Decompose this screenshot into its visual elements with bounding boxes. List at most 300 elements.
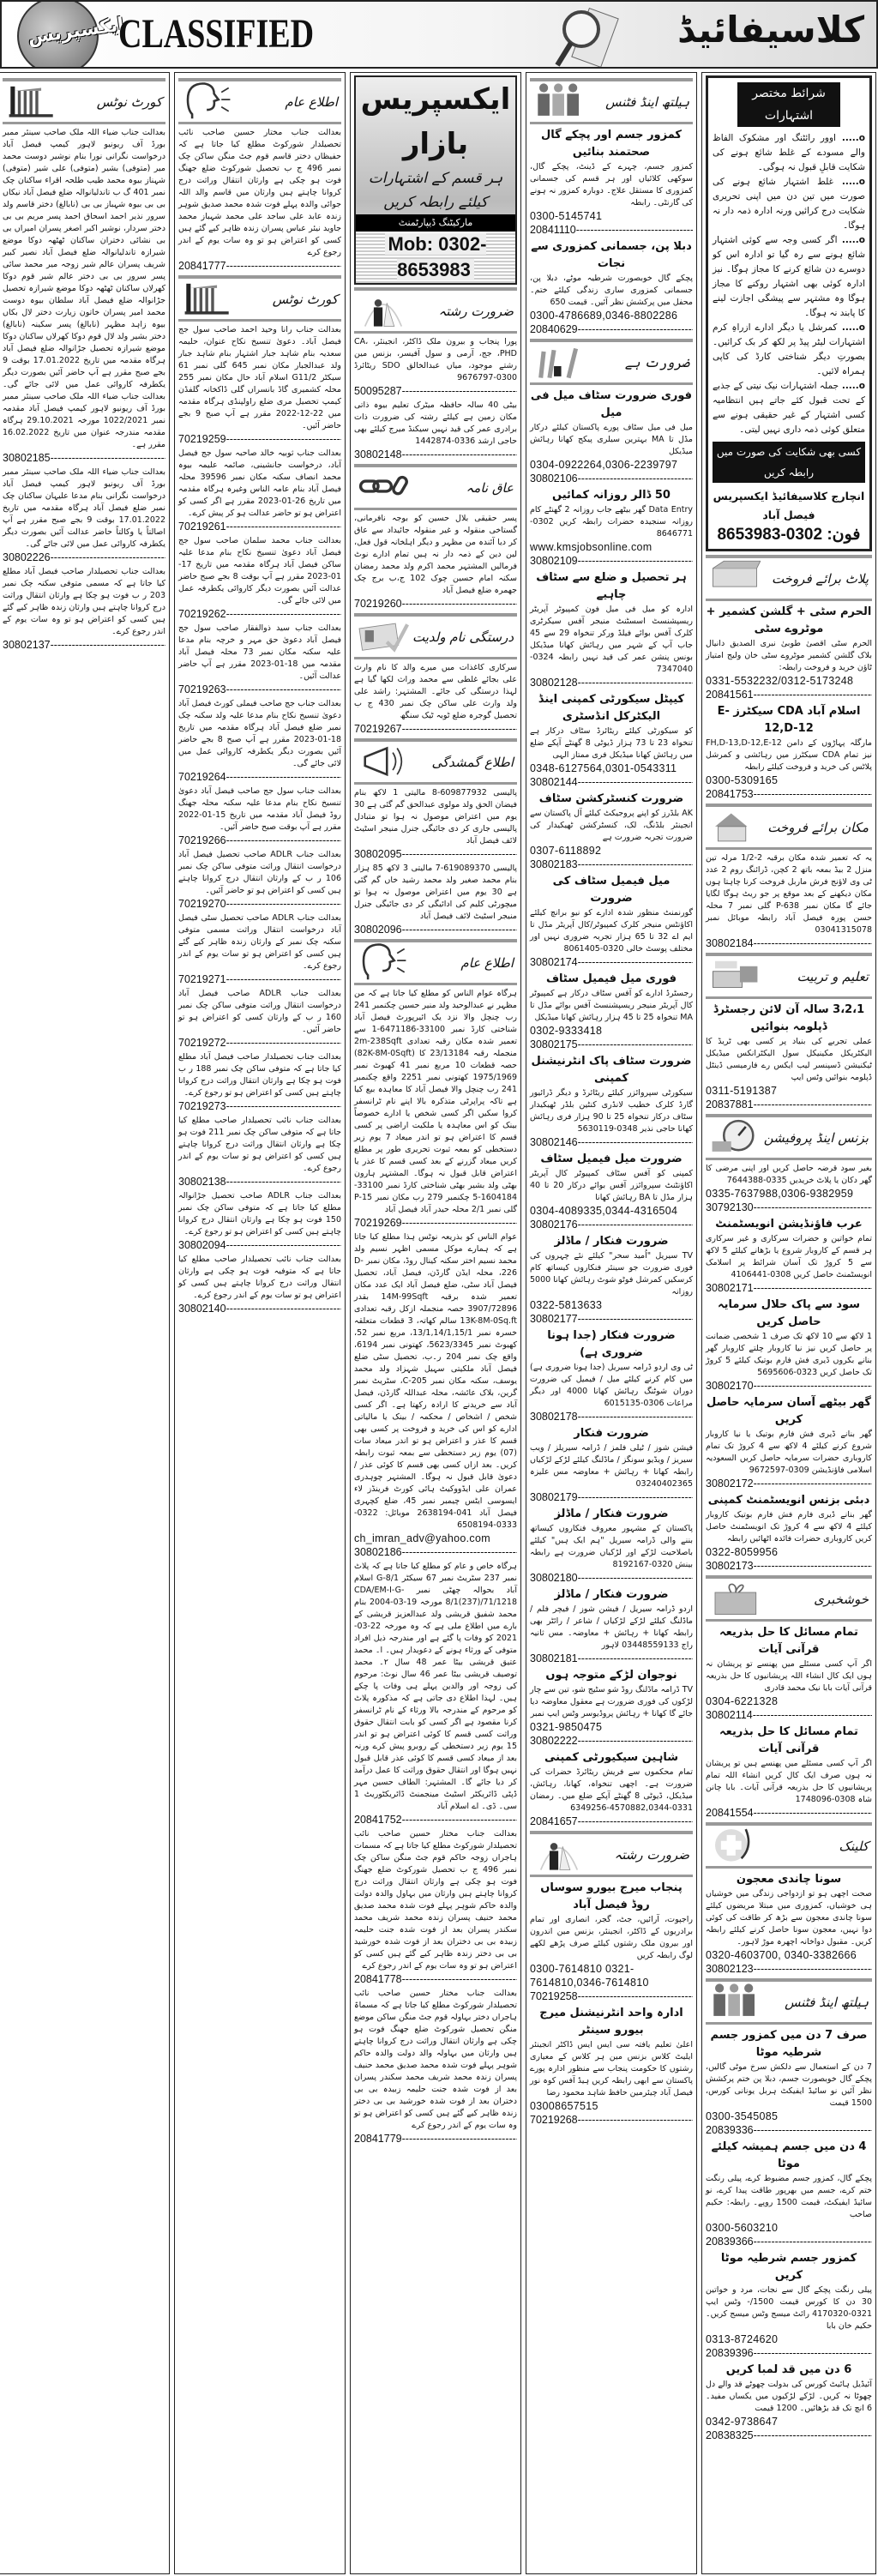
section-header (706, 1114, 872, 1160)
ad-body: صحت اچھی ہو تو ازدواجی زندگی میں خوشیاں ہی خوشیاں، کمزوری میں مبتلا مریضوں کیلئے سونا چاندی معجون سے بڑھ کر طاقت کی کوئی دوا نہیں، معجون سونا حاصل کرنے کیلئے رابطہ کریں۔ مقبول دواخانہ اچھرہ موڑ لاہور۔ (706, 1889, 872, 1947)
ad-body: بعدالت جناب نائب تحصیلدار صاحب مطلع کیا جاتا ہے کہ متوفیہ فوت ہو چکی ہے وارثان انتقال وراثت درج کروانا چاہتے ہیں کسی کو اعتراض ہو تو سات یوم کے اندر رجوع کرے۔ (178, 1255, 341, 1300)
ad-body: بعدالت جناب تحصیلدار صاحب فیصل آباد مطلع کیا جاتا ہے کہ مسمی متوفی سکنہ چک نمبر 203 ر ب فوت ہو چکا ہے وارثان انتقال وراثت درج کروانا چاہتے ہیں وارثان زندہ ظاہر کیے گئے ہیں کسی کو اعتراض ہو تو وہ سات یوم کے اندر رجوع کرے۔ (3, 567, 165, 636)
incharge-label: انچارج کلاسیفائیڈ ایکسپریس فیصل آباد (713, 490, 865, 521)
section-header (706, 1822, 872, 1869)
classified-ad (706, 1163, 872, 1214)
incharge-phone: فون: 0302-8653983 (717, 526, 861, 544)
classified-ad (706, 1002, 872, 1111)
ad-reference-code: 20841753 ----- (706, 787, 872, 801)
ad-reference-code: 30802148 ----- (354, 448, 517, 461)
ad-reference-code: 70219269 ----- (354, 1216, 517, 1230)
logo-text: ایکسپریس (26, 14, 126, 49)
ad-phone: 0300-3545085 (706, 2110, 779, 2122)
ad-phone: 0300-7614810 0321-7614810,0346-7614810 (530, 1963, 649, 1989)
ad-reference-code: 30802114 ----- (706, 1708, 872, 1722)
classified-ad (178, 324, 341, 446)
ad-reference-code: 30802186 ----- (354, 1545, 517, 1559)
ad-headline: فوری ضرورت سٹاف میل فی میل (530, 389, 693, 419)
ad-reference-code: 20838325 ----- (706, 2429, 872, 2442)
ad-phone: 0322-5813633 (530, 1299, 603, 1311)
banner-subtitle: ہر قسم کے اشتہارات کیلئے رابطہ کریں (368, 170, 503, 211)
ad-reference-code: 70219270 ----- (178, 897, 341, 911)
section-header (354, 287, 517, 334)
ad-phone: 0300-5309165 (706, 774, 779, 786)
ad-reference-code: 70219271 ----- (178, 972, 341, 986)
classified-ad (354, 662, 517, 736)
ad-reference-code: 30802178 ----- (530, 1410, 693, 1423)
ad-reference-code: 70219259 ----- (178, 432, 341, 446)
classified-ad (354, 1231, 517, 1559)
section-header (354, 613, 517, 659)
section-header (530, 1831, 693, 1877)
classified-ad (706, 703, 872, 801)
ad-body: پیلی رنگت پچکے گال سے نجات، مرد و خواتین 30 دن کا کورس قیمت 1500/- وٹس ایپ 0321-4170320 رائٹ میسج وٹس میسج کریں۔ حکیم خان بابا (706, 2285, 872, 2331)
ad-body: رجسٹرڈ ادارے کو آفس سٹاف درکار ہے کمپیوٹر کال آپریٹر منیجر ریسپشنسٹ آفس بوائے مڈل تا MA تنخواہ 25 تا 45 ہزار رہائش کھانا میڈیکل (530, 989, 693, 1022)
classified-ad (354, 1561, 517, 1827)
ad-body: گھر بنانے ڈیری فش فارم بوتیک یا نیا کاروبار شروع کرنے کیلئے 4 لاکھ سے 4 کروڑ تک تمام کاروباری حضرات سرمایہ حاصل کریں السعودیہ اسلامی فاؤنڈیشن 0309-9672597 (706, 1429, 873, 1475)
ad-reference-code: 30802222 ----- (530, 1734, 693, 1748)
ad-body: پالیسی 609877932-8 مالیتی 1 لاکھ بنام فیضان الحق ولد مولوی عبدالحق گم گئی ہے 30 یوم میں اعتراض موصول نہ ہوا تو متبادل پالیسی جاری کر دی جائیگی جنرل منیجر اسٹیٹ لائف فیصل آباد (354, 788, 517, 846)
ad-body: یہ کہ تعمیر شدہ مکان برقبہ 2-1/2 مرلہ تین منزل 2 بیڈ بمعہ باتھ 2 کچن، ڈرائنگ روم 2 عدد ٹی وی لاؤنج فرش ماربل فروخت کرنا چاہتا ہوں مکان دیکھنے کے بعد موقع پر جو ریٹ ہوگا لگایا جائے گا مکان نمبر P-638 گلی نمبر 7 محلہ حسن پورہ فیصل آباد رابطہ موبائل نمبر 03041315078 (706, 853, 872, 935)
ad-body: بعدالت جناب مختار حسین صاحب نائب تحصیلدار شورکوٹ مطلع کیا جاتا ہے کہ مسمات ہاجراں زوجہ حاکم قوم جٹ منگن ساکن چک نمبر 496 ج ب تحصیل شورکوٹ ضلع جھنگ فوت ہو چکی ہے وارثان انتقال وراثت درج کروانا چاہتے ہیں وارثان میں بہاول والدہ دولت والدہ حاکم شوہر پہلے فوت شدہ محمد صدیق محمد حنیف پسران زندہ محمد شریف محمد سکندر پسران بعد از فوت شدہ جنت حلیمہ زبیدہ بی بی دختران بعد از فوت شدہ خورشید بی بی دختر زندہ ظاہر کیے گئے ہیں کسی کو اعتراض ہو تو وہ سات یوم کے اندر رجوع کرے (354, 1829, 517, 1971)
ad-body: بیٹی 40 سالہ حافظہ میٹرک تعلیم بیوہ ذاتی مکان زمین ہے کیلئے رشتہ کی ضرورت ذات برادری عمر کی قید نہیں سیکنڈ میرج کیلئے بھی حاجی ارشد 0336-1442874 (354, 400, 517, 446)
section-title: مکان برائے فروخت (767, 819, 869, 835)
classified-ad (530, 971, 693, 1051)
section-title: اطلاع گمشدگی (431, 754, 514, 770)
ad-reference-code: 20841752 ----- (354, 1813, 517, 1827)
ad-body: تمام خواتین و حضرات سرکاری و غیر سرکاری ہر قسم کے کاروبار شروع یا بڑھانے کیلئے 5 لاکھ سے 5 کروڑ تک آسان شرائط پر اسلامک انویسٹمنٹ حاصل کریں 0308-4106441 (706, 1234, 872, 1279)
plot-icon (709, 557, 761, 600)
ad-headline: اسلام آباد CDA سیکٹرز E-12,D-12 (717, 705, 861, 735)
ad-body: گورنمنٹ منظور شدہ ادارے کو نیو برانچ کیلئے اکاؤنٹس منیجر کلرک کمپیوٹر/کال آپریٹر مڈل تا ایم اے 32 تا 65 ہزار تجربہ ضروری نہیں اور مختلف پوسٹ خالی 0320-8061405 (530, 908, 694, 954)
ad-body: تمام محکموں سے فریش ریٹائرڈ حضرات کی ضرورت ہے۔ اچھی تنخواہ، کھانا، رہائش، میڈیکل، ڈیوٹی 8 گھنٹے آپکے ضلع میں۔ رمضان 0331-4570882,0344-6349256 (530, 1767, 693, 1813)
ad-reference-code: 30802176 ----- (530, 1218, 693, 1231)
terms-point: o..... کمرشل یا دیگر ادارے ازراہِ کرم اشتہارات لیٹر پیڈ پر لکھ کر بک کرائیں۔ بصورتِ دیگر شناختی کارڈ کی کاپی ہمراہ لائیں۔ (713, 321, 865, 379)
classified-ad (354, 336, 517, 398)
section-title: تعلیم و تربیت (797, 968, 869, 984)
ad-reference-code: 30802144 ----- (530, 775, 693, 789)
ad-headline: ضرورت میل فیمیل سٹاف (540, 1153, 683, 1165)
section-header (530, 78, 693, 124)
ad-headline: ضرورت فنکار (جدا ہونا ضروری ہے) (547, 1329, 676, 1359)
section-header (354, 738, 517, 785)
ad-body: اعلیٰ تعلیم یافتہ سی ایس ایس ڈاکٹر انجینئر ایلیٹ کلاس بزنس مین ہر کلاس کے معیاری رشتوں کا حکومت پنجاب سے منظور ادارہ پورے پاکستان سے ابھی رابطہ کریں ہیڈ آفس کوہ نور فیصل آباد چیئرمین حافظ شاہد محمود رضا (530, 2040, 693, 2098)
ad-body: پسر حقیقی بلال حسین کو بوجہ نافرمانی، گستاخی منقولہ و غیر منقولہ جائیداد سے عاق کر دیا آئندہ من مظہر و دیگر اہلخانہ قول فعل، لین دین کے ذمہ دار نہ ہیں تمام ادارے نوٹ فرمالیں المشتہر محمد اکرم ولد محمد رمضان سکنہ امام حسین چوک 102 ج،ب برج چک جھمرہ ضلع فیصل آباد (354, 514, 517, 595)
ad-reference-code: 30802109 ----- (530, 554, 693, 568)
ad-phone: 0342-9738647 (706, 2416, 779, 2428)
ad-body: پورا پنجاب و بیرون ملک ڈاکٹر، انجینئر، CA، PHD، جج، آرمی و سول آفیسر، بزنس مین رشتے موجود، میاں عبدالخالق SDO ریٹائرڈ 0300-9676797 (354, 337, 517, 382)
ad-reference-code: 30802173 ----- (706, 1559, 872, 1573)
ad-phone: 0320-4603700, 0340-3382666 (706, 1949, 857, 1961)
ad-body: اگر آپ کسی مسئلے میں پھنسے ہیں تو پریشان نہ ہوں صرف ایک کال کریں انشاء اللہ تمام پریشانیوں کا حل بذریعہ قرآنی آیات۔ بابا چانن شاہ 0308-1748096 (706, 1759, 872, 1804)
ad-reference-code: 70219273 ----- (178, 1099, 341, 1113)
ad-phone: 0311-5191387 (706, 1085, 778, 1097)
ad-reference-code: 70219261 ----- (178, 520, 341, 533)
ad-headline: تمام مسائل کا حل بذریعہ قرآنی آیات (719, 1626, 858, 1656)
ad-body: ہرگاہ عوام الناس کو مطلع کیا جاتا ہے کہ من مظہر نے عبدالوحید ولد منیر حسین چکنمبر 241 رب چنچل والا نزد یک ائیرپورٹ فیصل آباد شناختی کارڈ نمبر 33100-6471186-1 سے تعمیر شدہ مکان رقبہ تعدادی 2m-238Sqft منجملہ رقبہ 23/13184 کا (82K-8M-0Sqft) حصہ قطعات 10 مربع نمبر 41 کھیوٹ نمبر 1975/1969 کھتونی نمبر 2251 واقع چکنمبر 241 رب چنچل والا فیصل آباد کا معاہدہ بیع کیا ہے تاکہ پراپرٹی متذکرہ بالا اپنے نام ٹرانسفر کروا سکیں اگر کسی شخص یا ادارے خصوصاً بینک کو اس معاہدہ یا ملکیت اراضی پر کسی قسم کا اعتراض ہو تو اندر میعاد 7 یوم زیر دستخطی کو بمعہ ثبوت تحریری طور پر مطلع کریں میعاد گزرنے کے بعد کسی قسم کا عذر یا اعتراض قابل قبول نہ ہوگا۔ المشتہر ہارون بھٹی ولد بشیر بھٹی شناختی کارڈ نمبر 33100-1604184-5 چکنمبر 279 رب مکان نمبر P-15 گلی نمبر 2/1 محلہ حیدر آباد فیصل آباد (354, 989, 517, 1214)
ad-body: Data Entry گھر بیٹھے جاب روزانہ 2 گھنٹے کام روزانہ سنجیدہ حضرات رابطہ کریں 0302-8646771 (530, 505, 694, 539)
classified-ad (3, 127, 165, 465)
ad-body: سرکاری کاغذات میں میرے والد کا نام وارث علی بجائے غلطی سے محمد وراث لکھا گیا ہے لہذا درستگی کی جائے۔ المشتہر: راشد علی ولد وارث علی ساکن چک نمبر 430 ج ب تحصیل گوجرہ ضلع ٹوبہ ٹیک سنگھ (354, 663, 517, 720)
ad-reference-code: 30802095 ----- (354, 847, 517, 861)
ad-reference-code: 20839366 ----- (706, 2235, 872, 2248)
section-header (354, 939, 517, 985)
section-header (706, 1978, 872, 2025)
couple-icon (358, 290, 409, 333)
classified-ad (3, 466, 165, 564)
ad-body: بعدالت جناب مختار حسین صاحب نائب تحصیلدار شورکوٹ مطلع کیا جاتا ہے کہ مسماۃ ہاجراں دختر بہاولہ قوم جٹ منگن ساکن موضع منگن تحصیل شورکوٹ ضلع جھنگ فوت ہو چکی ہے وارثان انتقال وراثت درج کروانا چاہتے ہیں وارثان میں بہاولہ والد دولت والدہ حاکم شوہر پہلے فوت شدہ محمد صدیق محمد حنیف پسران زندہ محمد شریف محمد سکندر پسران بعد از فوت شدہ جنت حلیمہ زبیدہ بی بی دختران بعد از فوت شدہ خورشید بی بی دختر زندہ ظاہر کیے گئے ہیں کسی کو اعتراض ہو تو وہ سات یوم کے اندر رجوع کرے (354, 1989, 517, 2130)
classified-ad (530, 1586, 693, 1665)
section-title: ضرورت رشتہ (438, 303, 514, 319)
classified-ad (706, 604, 872, 701)
banner-mobile-row (356, 232, 515, 283)
section-title: ہیلتھ اینڈ فٹنس (785, 1994, 869, 2010)
section-header (706, 1575, 872, 1622)
banner-title: ایکسپریس بازار (360, 82, 511, 161)
business-icon (709, 1116, 761, 1159)
title-urdu: کلاسیفائیڈ (677, 9, 864, 51)
classified-ad (354, 988, 517, 1230)
ad-headline: 3،2،1 سالہ آن لائن رجسٹرڈ ڈپلومہ بنوائیں (713, 1003, 865, 1033)
section-header (354, 464, 517, 510)
ad-reference-code: 70219268 ----- (530, 2113, 693, 2127)
classified-ad (706, 1724, 872, 1820)
ad-body: ہرگاہ خاص و عام کو مطلع کیا جاتا ہے کہ پلاٹ نمبر 237 سٹریٹ نمبر 67 سیکٹر G-8/1 اسلام آباد بحوالہ چھٹی نمبر CDA/EM-I-G-8/1(237)/71/1218 مورخہ 19-03-2004 بنام محمد شفیق قریشی ولد عبدالعزیز قریشی کے بارے میں اطلاع ملی ہے کہ وہ مورخہ 22-03-2021 کو وفات پا گئے ہے اور مندرجہ ذیل افراد متوفی کے ورثاء ہونے کے دعویدار ہیں۔ ا۔ محمد عتیق قریشی بیٹا عمر 48 سال ۲۔ محمد توصیف قریشی بیٹا عمر 46 سال نوٹ: مرحوم کی زوجہ اور والدین پہلے ہی وفات پا چکے ہیں۔ لہذا اطلاع دی جاتی ہے کہ مذکورہ پلاٹ کو مرحوم کے مندرجہ بالا ورثاء کے نام ٹرانسفر کرنا مقصود ہے اگر کسی کو بابت انتقال حقوق وراثت کسی قسم کا کوئی اعتراض ہو تو اندر 15 یوم زیر دستخطی کے روبرو پیش کرے ورنہ بعد از میعاد کسی قسم کا کوئی عذر قابل قبول نہیں ہوگا اور انتقال حقوق وراثت کا عمل درآمد کر دیا جائے گا۔ المشتہر: الطاف حسین مہر ڈپٹی ڈائریکٹر اسٹیٹ مینجمنٹ ڈائریکٹوریٹ 1 سی۔ ڈی۔ اے اسلام آباد (354, 1562, 518, 1811)
terms-point: o..... اوور رائٹنگ اور مشکوک الفاظ والے مسودے کے غلط شائع ہونے کی شکایت قابلِ قبول نہ ہوگی۔ (713, 131, 865, 175)
classified-ad (706, 1624, 872, 1722)
classified-ad (178, 1115, 341, 1189)
express-bazaar-banner (354, 75, 517, 285)
section-header (3, 78, 165, 124)
ad-headline: عرب فاؤنڈیشن انویسٹمنٹ (715, 1218, 863, 1231)
ad-body: فیشن شوز / ٹیلی فلمز / ڈرامہ سیریلز / ویب سیریز / ویڈیو سونگز / ماڈلنگ کیلئے لڑکے لڑکیاں رابطہ کھانا + رہائش + معاوضہ مس علیزہ 03240402365 (530, 1443, 693, 1489)
ad-reference-code: 30802096 ----- (354, 923, 517, 936)
ad-headline: تمام مسائل کا حل بذریعہ قرآنی آیات (719, 1725, 858, 1755)
ad-headline: صرف 7 دن میں کمزور جسم شرطیہ موٹا (710, 2029, 868, 2059)
classified-ad (354, 513, 517, 611)
ad-reference-code: 30802138 ----- (178, 1175, 341, 1189)
classified-ad (3, 566, 165, 652)
fitness-icon (533, 81, 585, 123)
ad-phone: 0321-9850475 (530, 1721, 603, 1733)
title-english: CLASSIFIED (118, 11, 315, 57)
magnifier-newspaper-icon (550, 7, 619, 69)
ad-body: کو سیکورٹی کیلئے ریٹائرڈ سٹاف درکار ہے تنخواہ 23 تا 73 ہزار ڈیوٹی 8 گھنٹے آپکے ضلع میں رہائش کھانا میڈیکل فری ممتاز الہی (530, 726, 694, 760)
section-title: ضرورت ہے (624, 354, 689, 370)
ad-phone: 0304-6221328 (706, 1695, 779, 1707)
ad-reference-code: 50095287 ----- (354, 384, 517, 398)
ad-body: بعدالت جناب ADLR صاحب تحصیل فیصل آباد درخواست انتقال وراثت متوفی ساکن چک نمبر 106 ر ب کے وارثان انتقال درج کروانا چاہتے ہیں کسی کو اعتراض ہو تو حاضر آئیں۔ (178, 850, 341, 895)
ad-reference-code: 30802179 ----- (530, 1490, 693, 1504)
classified-ad (178, 698, 341, 784)
ad-phone: 0307-6118892 (530, 845, 602, 857)
classified-ad (530, 1327, 693, 1423)
ad-reference-code: 30802172 ----- (706, 1477, 872, 1490)
classified-ad (530, 873, 693, 969)
ad-body: پچکے گال، کمزور جسم مضبوط کرے، پیلی رنگت ختم کرے، جسم میں بھرپور طاقت پیدا کرے، نو سائیڈ ایفیکٹ، قیمت 1500 روپے۔ رابطہ: حکیم صاحب (706, 2174, 872, 2219)
ad-body: بعدالت جناب ضیاء اللہ ملک صاحب سینئر ممبر بورڈ آف ریونیو لاہور کیمپ فیصل آباد درخواست نگرانی بنام مدعا علیہان ساکنان چک نمبر ضلع فیصل آباد ہرگاہ مقدمہ میں تاریخ 17.01.2022 بوقت 9 بجے صبح مقرر ہے آپ اصالتاً یا وکالتاً حاضر عدالت آئیں بصورت دیگر یکطرفہ کاروائی عمل میں لائی جائے گی۔ (3, 467, 165, 549)
ad-headline: کمزور جسم اور پچکے گال صحتمند بنائیں (541, 129, 682, 159)
classified-ad (530, 1425, 693, 1504)
classified-ad (178, 849, 341, 911)
raised-hands-icon (533, 341, 585, 384)
section-title: اطلاع عام (460, 954, 514, 971)
classified-ad (354, 1988, 517, 2146)
ad-headline: سونا چاندی معجون (736, 1873, 842, 1886)
express-logo (2, 2, 126, 67)
classified-ad (178, 623, 341, 696)
ad-terms-box (706, 75, 872, 551)
ad-reference-code: 70219267 ----- (354, 722, 517, 736)
classified-ad (530, 487, 693, 568)
ad-reference-code: 20841657 ----- (530, 1815, 693, 1828)
terms-point: o..... اگر کسی وجہ سے کوئی اشتہار شائع ہونے سے رہ گیا تو ادارہ اس کو دوسرے دن شائع کرنے کا مجاز ہوگا۔ نیز ادارہ کوئی بھی اشتہار روکنے کا مجاز ہوگا وہ مشتہر سے پیشگی اجازت لینے کا پابند نہ ہوگا۔ (713, 233, 865, 321)
section-title: کورٹ نوٹس (272, 291, 338, 307)
ad-body: ٹی وی اردو ڈرامہ سیریل (جدا ہونا ضروری ہے) میں کام کرنے کیلئے میل / فیمیل کی ضرورت دوران شوٹنگ رہائش کھانا 4000 اور دیگر مراعات 0306-6015135 (530, 1363, 694, 1408)
ad-headline: پنجاب میرج بیورو سوساں روڈ فیصل آباد (540, 1881, 683, 1911)
ad-body: میل فی میل سٹاف پورے پاکستان کیلئے درکار مڈل تا MA بہترین سیلری پیکج کھانا رہائش میڈیکل (530, 423, 693, 456)
ad-phone: 03008657515 (530, 2100, 598, 2112)
ad-reference-code: 30802175 ----- (530, 1038, 693, 1051)
ad-headline: گھر بیٹھے آسان سرمایہ حاصل کریں (707, 1396, 871, 1426)
ad-body: پچکے گال خوبصورت شرطیہ موٹے، دبلا پن، جسمانی کمزوری ساری زندگی کیلئے ختم۔ محفل میں پرکشش نظر آئیں۔ قیمت 650 (530, 274, 693, 307)
ad-body: بعدالت جناب ADLR صاحب تحصیل جڑانوالہ مطلع کیا جاتا ہے کہ متوفی ساکن چک نمبر 150 فوت ہو چکا ہے وارثان انتقال درج کروانا چاہتے ہیں کسی کو اعتراض ہو تو رجوع کرے۔ (178, 1191, 341, 1237)
classified-ad (706, 1297, 872, 1393)
classified-ad (178, 127, 341, 273)
ad-body: کمپنی کو آفس سٹاف کمپیوٹر کال آپریٹر اکاؤنٹنٹ سپروائزر آفس بوائے درکار 20 تا 40 ہزار مڈل تا BA رہائش کھانا (530, 1169, 693, 1202)
classified-ad (706, 2139, 872, 2248)
ad-body: 1 لاکھ سے 10 لاکھ تک صرف 1 شخصی ضمانت پر حاصل کریں نیز نیا کاروبار چلتے کاروبار گھر بنانے بکروں ڈیری فش فارم بوتیک کیلئے 5 کروڑ تک حاصل کریں 0323-5695606 (706, 1332, 873, 1377)
classified-ad (354, 1828, 517, 1986)
ad-headline: میل فیمیل سٹاف کی ضرورت (552, 875, 671, 905)
ad-body: TV سیریل "اُمید سحر" کیلئے نئے چہروں کی فوری ضرورت جو سینئر فنکاروں کیساتھ کام کرسکیں کمرشل فوٹو شوٹ رہائش کھانا 5000 روزانہ (530, 1251, 693, 1297)
education-icon (709, 955, 761, 998)
ad-reference-code: 30802123 ----- (706, 1962, 872, 1976)
ad-headline: شاہین سیکیورٹی کمپنی (544, 1751, 678, 1764)
classified-ad (530, 127, 693, 237)
section-title: اطلاع عام (285, 93, 338, 110)
ad-headline: ضرورت فنکار / ماڈلز (554, 1588, 669, 1601)
classified-ad (530, 1233, 693, 1326)
ad-phone: www.kmsjobsonline.com (530, 541, 652, 553)
ad-headline: ضرورت کنسٹرکشن سٹاف (538, 792, 684, 805)
ad-reference-code: 30802171 ----- (706, 1281, 872, 1295)
ad-reference-code: 20837881 ----- (706, 1098, 872, 1111)
ad-headline: ضرورت فنکار (574, 1427, 649, 1440)
classified-ad (178, 1051, 341, 1113)
ad-reference-code: 30802106 ----- (530, 472, 693, 485)
ad-body: بعدالت جناب رانا وحید احمد صاحب سول جج فیصل آباد۔ دعویٰ تنسیخ نکاح عنوان، حلیمہ سعدیہ بنام شاہد جبار اشتہار بنام شاہد جبار ولد عبدالجبار مکان نمبر 645 گلی نمبر 61 سیکٹر G11/2 اسلام آباد حال مکان نمبر 255 محلہ کشمیری گاڈ بانسراں گلی ڈاکخانہ گلفڈن کیمپ تحصیل مری ضلع راولپنڈی ہرگاہ مقدمہ میں 22-12-2022 مقرر ہے آپ صبح 9 بجے حاضر آئیں۔ (178, 325, 341, 430)
ad-phone: 0348-6127564,0301-0543311 (530, 762, 677, 774)
classified-ad (178, 1190, 341, 1252)
classified-ad (706, 1871, 872, 1976)
section-header (706, 953, 872, 999)
classified-ad (530, 1667, 693, 1748)
ad-reference-code: 20839396 ----- (706, 2346, 872, 2360)
ad-body: بعدالت جناب تحصیلدار صاحب فیصل آباد مطلع کیا جاتا ہے کہ متوفی ساکن چک نمبر 188 ر ب فوت ہو چکا ہے وارثان انتقال وراثت درج کروانا چاہتے ہیں کسی کو اعتراض ہو تو رجوع کرے۔ (178, 1052, 341, 1098)
ad-headline: کیپٹل سیکورٹی کمپنی اینڈ الیکٹرکل انڈسٹری (538, 693, 685, 723)
column-5 (0, 72, 170, 2574)
ad-body: راجپوت، آرائیں، جٹ، گجر، انصاری اور تمام برادریوں کے ڈاکٹر، انجینئر، بزنس مین اندرون اور بیرون ملک رشتوں کیلئے صرف پڑھے لکھے لوگ رابطہ کریں (530, 1915, 693, 1960)
ad-reference-code: 30802140 ----- (178, 1302, 341, 1315)
section-title: کلینک (839, 1838, 869, 1854)
classified-ad (706, 1394, 872, 1490)
classified-ad (706, 852, 872, 950)
ad-phone: ch_imran_adv@yahoo.com (354, 1532, 490, 1544)
ad-headline: کمزور جسم شرطیہ موٹا کریں (720, 2252, 857, 2282)
classified-ad (178, 988, 341, 1050)
classified-ad (530, 1880, 693, 2003)
terms-title: شرائط مختصر اشتہارات (737, 82, 840, 127)
ad-headline: نوجوان لڑکے متوجہ ہوں (545, 1669, 677, 1682)
banner-department: مارکیٹنگ ڈیپارٹمنٹ (356, 214, 515, 232)
ad-body: بعدالت جناب ADLR صاحب تحصیل سٹی فیصل آباد درخواست انتقال وراثت مسمی متوفی سکنہ چک نمبر کے وارثان زندہ ظاہر کیے گئے ہیں کسی کو اعتراض ہو تو سات یوم کے اندر رجوع کرے۔ (178, 913, 341, 971)
classified-ad (530, 1151, 693, 1231)
ad-body: سیکورٹی سپروائزر کیلئے ریٹائرڈ و دیگر ڈرائیور گارڈ کلرک خطیب لانڈری کنٹین بلڈر ٹھیکیدار سٹاف درکار تنخواہ 25 تا 90 ہزار فری رہائش کھانا حاجی نذیر 0348-5630119 (530, 1088, 693, 1134)
ad-reference-code: 30802180 ----- (530, 1571, 693, 1585)
classified-ad (354, 787, 517, 861)
ad-reference-code: 30802146 ----- (530, 1135, 693, 1149)
ad-headline: 50 ڈالر روزانہ کمائیں (552, 489, 671, 502)
megaphone-icon (358, 741, 409, 784)
classified-ad (530, 691, 693, 789)
ad-body: بعدالت جناب سید ذوالفقار صاحب سول جج فیصل آباد دعویٰ حق مہر و خرچہ بنام مدعا علیہ سکنہ مکان نمبر 73 محلہ فیصل آباد مقدمہ میں 18-01-2023 مقرر ہے آپ حاضر عدالت آئیں۔ (178, 623, 341, 681)
ad-phone: 0300-5603210 (706, 2222, 779, 2234)
section-title: خوشخبری (814, 1591, 869, 1607)
section-header (178, 275, 341, 322)
ad-headline: الحرم سٹی + گلشن کشمیر + موٹروے سٹی (706, 605, 872, 635)
ad-body: الحرم سٹی اقصیٰ طوبیٰ نبری الصدیق دانیال بلاک گلشن کشمیر موٹروے سٹی خان ولیج امتیاز ٹاؤن خرید و فروخت رابطہ: (706, 639, 872, 672)
classified-ad (178, 1254, 341, 1315)
ad-phone: 0335-7637988,0306-9382959 (706, 1188, 854, 1200)
ad-phone: 0304-0922264,0306-2239797 (530, 459, 678, 471)
section-title: ضرورت رشتہ (614, 1846, 689, 1863)
ad-headline: دبلا پن، جسمانی کمزوری سے نجات (531, 240, 692, 270)
id-card-icon (358, 616, 409, 659)
classified-ad (354, 863, 517, 936)
ad-body: کمزور جسم، چہرے کے ڈینٹ، پچکے گال، سوکھی کلائیاں اور ہر قسم کی جسمانی کمزوری کا مستقل علاج۔ دوبارہ کمزور نہ ہونے کی گارنٹی۔ رابطہ (530, 162, 693, 208)
ad-phone: 0322-8059956 (706, 1546, 779, 1558)
courthouse-icon (6, 81, 57, 123)
ad-reference-code: 30802177 ----- (530, 1312, 693, 1326)
terms-point: o..... جملہ اشتہارات نیک نیتی کے جذبے کے تحت قبول کئے جاتے ہیں انتظامیہ کسی اشتہار کے غیر حقیقی ہونے سے متعلق کوئی ذمہ داری نہیں لیتی۔ (713, 379, 865, 437)
ad-reference-code: 70219263 ----- (178, 683, 341, 696)
ad-reference-code: 20841561 ----- (706, 688, 872, 701)
classified-ad (706, 2250, 872, 2360)
section-header (706, 803, 872, 850)
classified-ad (178, 448, 341, 533)
classified-ad (530, 2005, 693, 2127)
column-2 (526, 72, 697, 2574)
ad-body: بعدالت جناب سول جج صاحب فیصل آباد دعویٰ تنسیخ نکاح بنام مدعا علیہ سکنہ محلہ جھنگ روڈ فیصل آباد مقدمہ میں تاریخ 15-01-2022 مقرر ہے آپ بوقت صبح حاضر آئیں۔ (178, 786, 341, 832)
ad-body: بعدالت جناب ADLR صاحب فیصل آباد درخواست انتقال وراثت متوفی ساکن چک نمبر 160 ر ب کے وارثان کسی کو اعتراض ہو تو حاضر آئیں۔ (178, 989, 341, 1034)
speaking-head-icon (358, 942, 409, 984)
broken-chain-icon (358, 466, 409, 509)
ad-reference-code: 30802226 ----- (3, 551, 165, 564)
ad-reference-code: 70219264 ----- (178, 770, 341, 784)
ad-headline: 6 دن میں قد لمبا کریں (725, 2363, 852, 2376)
ad-headline: دبئی بزنس انویسٹمنٹ کمپنی (707, 1494, 870, 1507)
classified-ad (530, 1749, 693, 1828)
ad-phone: 0304-4089335,0344-4316504 (530, 1205, 678, 1217)
ad-body: بغیر سود قرضہ حاصل کریں اور اپنی مرضی کا گھر دکان یا پلاٹ خریدیں 0335-7644388 (706, 1164, 872, 1185)
ad-reference-code: 70219258 ----- (530, 1989, 693, 2003)
banner-mobile: Mob: 0302-8653983 (385, 233, 487, 280)
ad-headline: 4 دن میں جسم ہمیشہ کیلئے موٹا (711, 2140, 867, 2170)
classified-ad (530, 388, 693, 485)
ad-body: بعدالت جناب محمد سلمان صاحب سول جج فیصل آباد دعویٰ تنسیخ نکاح بنام مدعا علیہ ساکن فیصل آباد ہرگاہ مقدمہ میں تاریخ 17-01-2023 مقرر ہے آپ بوقت 8 بجے صبح حاضر عدالت آئیں بصورت دیگر کاروائی یکطرفہ عمل میں لائی جائے گی۔ (178, 536, 342, 605)
ad-body: بعدالت جناب نائب تحصیلدار صاحب مطلع کیا جاتا ہے کہ متوفی ساکن چک نمبر 211 فوت ہو چکا ہے وارثان انتقال وراثت درج کروانا چاہتے ہیں کسی کو اعتراض ہو تو سات یوم کے اندر رجوع کرے۔ (178, 1116, 342, 1173)
column-3 (350, 72, 521, 2574)
section-header (706, 555, 872, 601)
classified-columns (0, 69, 878, 2574)
ad-reference-code: 20841779 ----- (354, 2132, 517, 2146)
ad-reference-code: 30802181 ----- (530, 1652, 693, 1665)
ad-reference-code: 30802137 ----- (3, 638, 165, 652)
section-title: پلاٹ برائے فروخت (771, 570, 869, 587)
ad-headline: سود سے پاک حلال سرمایہ حاصل کریں (717, 1298, 860, 1328)
ad-reference-code: 20841778 ----- (354, 1972, 517, 1986)
ad-body: ادارہ کو میل فی میل فون کمپیوٹر آپریٹر ریسپشنسٹ اسسٹنٹ منیجر آفس سیکرٹری کلرک آفس بوائے فیلڈ ورکر تنخواہ 29 سے 45 جاب آپ کے شہر میں رہائش کھانا میڈیکل بونس پنشن عمر کی قید نہیں رابطہ 0324-7347040 (530, 605, 693, 674)
couple-icon (533, 1833, 585, 1876)
classified-ad (530, 238, 693, 336)
section-title: ہیلتھ اینڈ فٹنس (605, 93, 689, 110)
classified-ad (530, 569, 693, 689)
classified-ad (178, 535, 341, 621)
ad-headline: ہر تحصیل و ضلع سے سٹاف چاہیے (536, 571, 687, 601)
courthouse-icon (182, 278, 233, 321)
ad-reference-code: 30802174 ----- (530, 955, 693, 969)
ad-headline: ضرورت فنکار / ماڈلز (554, 1508, 669, 1520)
ad-reference-code: 20841777 ----- (178, 259, 341, 273)
speaking-head-icon (182, 81, 233, 123)
ad-reference-code: 20841554 ----- (706, 1806, 872, 1820)
classified-ad (178, 912, 341, 986)
section-header (530, 339, 693, 385)
ad-body: اردو ڈرامہ سیریل / فیشن شوز / فیچر فلم / ماڈلنگ کیلئے لڑکے لڑکیاں / شاعر / رائٹر بھی رابطہ کھانا + رہائش + معاوضہ۔ مس ثانیہ راج 03448559133 لاہور (530, 1604, 693, 1650)
ad-body: گھر بنانے ڈیری فارم فش فارم بوتیک کاروبار کیلئے 4 لاکھ سے 4 کروڑ تک انویسٹمنٹ حاصل کریں کاروباری حضرات فائدہ اٹھائیں رابطہ (706, 1510, 872, 1544)
ad-body: بعدالت جناب مختار حسین صاحب نائب تحصیلدار شورکوٹ مطلع کیا جاتا ہے کہ حفیظاں دختر قاسم قوم جٹ منگن ساکن چک نمبر 496 ج ب تحصیل شورکوٹ ضلع جھنگ فوت ہو چکی ہے وارثان انتقال وراثت درج کروانا چاہتے ہیں وارثان میں قاسم والد اللہ جوائی والدہ پہلے فوت شدہ محمد صدیق شوہر زندہ عابد علی ساجد علی محمد شہباز محمد جاوید نیئر عباس پسران زندہ ظاہر کیے گئے ہیں کسی کو اعتراض ہو تو وہ سات یوم کے اندر رجوع کرے (178, 128, 341, 257)
ad-reference-code: 70219272 ----- (178, 1036, 341, 1050)
ad-reference-code: 30802128 ----- (530, 676, 693, 689)
ad-headline: فوری میل فیمیل سٹاف (545, 972, 677, 985)
classified-ad (178, 785, 341, 847)
ad-reference-code: 30802185 ----- (3, 451, 165, 465)
classified-ad (706, 2362, 872, 2442)
ad-headline: ادارہ واحد انٹرنیشنل میرج بیورو سینٹر (539, 2007, 683, 2037)
complaint-banner: کسی بھی شکایت کی صورت میں رابطہ کریں (713, 442, 865, 483)
terms-point: o..... غلط اشتہار شائع ہونے کی صورت میں تین دن میں اپنی تحریری شکایت درج کرائیں ورنہ ادارہ ذمہ دار نہ ہوگا۔ (713, 175, 865, 233)
ad-body: عوام الناس کو بذریعہ نوٹس ہذا مطلع کیا جاتا ہے کہ ہمارے موکل مسمی اظہر نسیم ولد محمد نسیم اختر سکنہ کینال روڈ، مکان نمبر D-226، محلہ ایڈن گارڈن، فیصل آباد، تحصیل فیصل آباد سٹی، ضلع فیصل آباد ایک عدد مکان تعمیر شدہ برقبہ 14M-99Sqft بقدر 3907/72896 حصہ منجملہ ازکل رقبہ تعدادی 13K-8M-0Sq.ft سالم کھاتہ، 3 قطعات متعلقہ خسرہ نمبر 13/1,14/1,15/1، مربع نمبر 52، کھیوٹ نمبر 5623/3345، کھتونی نمبر 6194، واقع چک نمبر 204 ر۔ب، تحصیل سٹی ضلع فیصل آباد ملکیتی سہیل شہزاد ولد محمد یوسف، سکنہ مکان نمبر C-205، سٹریٹ نمبر گرین، بلاک عائشہ، محلہ عبداللہ گارڈن، فیصل آباد سے خریدنے کا ارادہ رکھتا ہے۔ اگر کسی شخص / اشخاص / محکمہ / بینک یا مالیاتی ادارے کو اس کی خرید و فروخت پر کسی بھی قسم کا عذر و اعتراض ہو تو اندر میعاد سات (07) یوم زیر دستخطی سے بمعہ ثبوت رابطہ کریں۔ بعد ازاں کسی بھی قسم کا کوئی عذر / دعویٰ قابل قبول نہ ہوگا۔ المشتہر چوہدری عمران علی ایڈووکیٹ ہائی کورٹ فرینڈز لاء ایسوسی ایٹس چیمبر نمبر 45، ضلع کچہری فیصل آباد 041-2638194 موبائل: 0322-0333-6508194 (354, 1232, 517, 1530)
ad-body: AK بلڈرز کو اپنے پروجیکٹ کیلئے آل پاکستان سے انجینئر بلڈنگ، لک، کنسٹرکشن ٹھیکیدار کی ضرورت تجربہ ضرورت ہے (530, 809, 693, 842)
ad-body: عملی تجربے کی بنیاد پر کسی بھی ٹریڈ کا الیکٹریکل مکینیکل سول الیکٹرانکس میڈیکل ٹیکنیشن ڈسپنسر لیب ایکس رے فارمیسی ڈینٹل ڈپلومہ بنوائیں وٹس ایپ (706, 1037, 872, 1082)
ad-body: مارگلہ پہاڑوں کے دامن FH,D-13,D-12,E-12 نیز تمام CDA سیکٹرز میں رہائشی و کمرشل پلاٹس کی خرید و فروخت کیلئے رابطہ (706, 738, 872, 772)
masthead (0, 0, 878, 69)
column-1 (701, 72, 876, 2574)
ad-reference-code: 30802170 ----- (706, 1379, 872, 1393)
classified-ad (354, 400, 517, 461)
classified-ad (706, 1492, 872, 1573)
classified-ad (530, 1053, 693, 1149)
section-title: درستگی نام ولدیت (412, 629, 514, 645)
ad-phone: 0300-4786689,0346-8802286 (530, 310, 678, 322)
ad-phone: 0331-5532232/0312-5173248 (706, 675, 854, 687)
ad-headline: ضرورت فنکار / ماڈلز (554, 1235, 669, 1248)
section-title: کورٹ نوٹس (96, 93, 162, 110)
ad-body: آئیڈیل ہائیٹ کورس کی بدولت چھوٹے قد والے دل چھوٹا نہ کریں۔ لڑکے لڑکیوں میں یکساں مفید۔ 6 انچ تک قد بڑھائیں۔ 1200 قیمت (706, 2380, 872, 2413)
ad-phone: 0300-5145741 (530, 210, 603, 222)
classified-ad (530, 1506, 693, 1585)
